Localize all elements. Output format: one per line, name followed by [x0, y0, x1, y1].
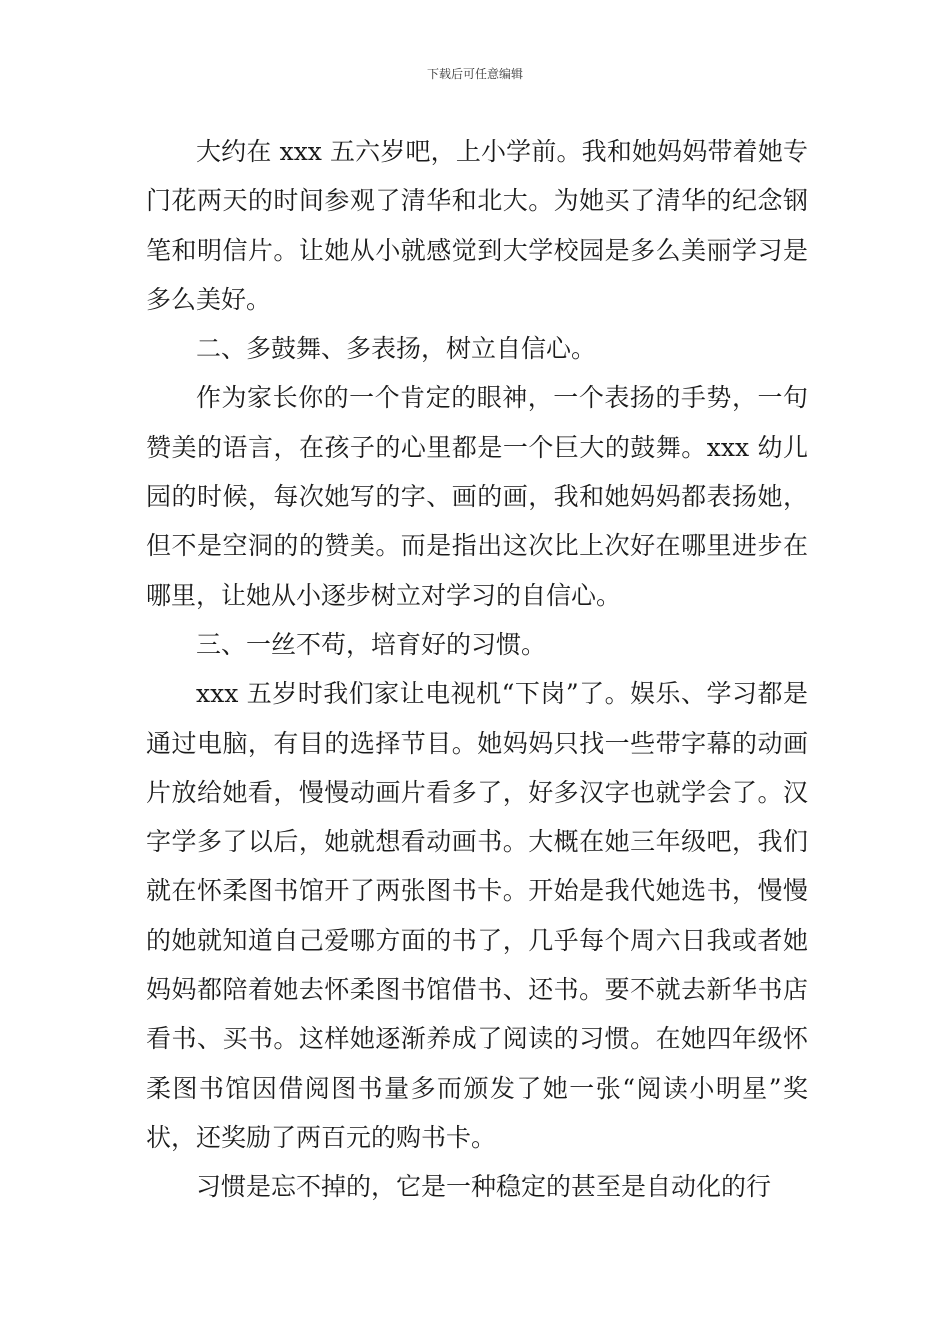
document-body — [146, 127, 808, 1212]
section-heading-habits: 三、一丝不苟，培育好的习惯。 — [196, 629, 547, 659]
section-heading-encouragement: 二、多鼓舞、多表扬，树立自信心。 — [196, 334, 597, 364]
paragraph-reading-habit: xxx 五岁时我们家让电视机“下岗”了。娱乐、学习都是通过电脑，有目的选择节目。她妈妈只找一些带字幕的动画片放给她看，慢慢动画片看多了，好多汉字也就学会了。汉字学多了以后，她就想看动画书。大概在她三年级吧，我们就在怀柔图书馆开了两张图书卡。开始是我代她选书，慢慢的她就知道自己爱哪方面的书了，几乎每个周六日我或者她妈妈都陪着她去怀柔图书馆借书、还书。要不就去新华书店看书、买书。这样她逐渐养成了阅读的习惯。在她四年级怀柔图书馆因借阅图书量多而颁发了她一张“阅读小明星”奖状，还奖励了两百元的购书卡。 — [146, 679, 808, 1152]
paragraph-campus-visit: 大约在 xxx 五六岁吧，上小学前。我和她妈妈带着她专门花两天的时间参观了清华和北大。为她买了清华的纪念钢笔和明信片。让她从小就感觉到大学校园是多么美丽学习是多么美好。 — [146, 137, 808, 314]
paragraph-habit-continued: 习惯是忘不掉的，它是一种稳定的甚至是自动化的行 — [196, 1172, 772, 1202]
page-header: 下载后可任意编辑 — [426, 67, 523, 81]
paragraph-praise: 作为家长你的一个肯定的眼神，一个表扬的手势，一句赞美的语言，在孩子的心里都是一个巨大的鼓舞。xxx 幼儿园的时候，每次她写的字、画的画，我和她妈妈都表扬她，但不是空洞的的赞美。而是指出这次比上次好在哪里进步在哪里，让她从小逐步树立对学习的自信心。 — [146, 383, 808, 610]
